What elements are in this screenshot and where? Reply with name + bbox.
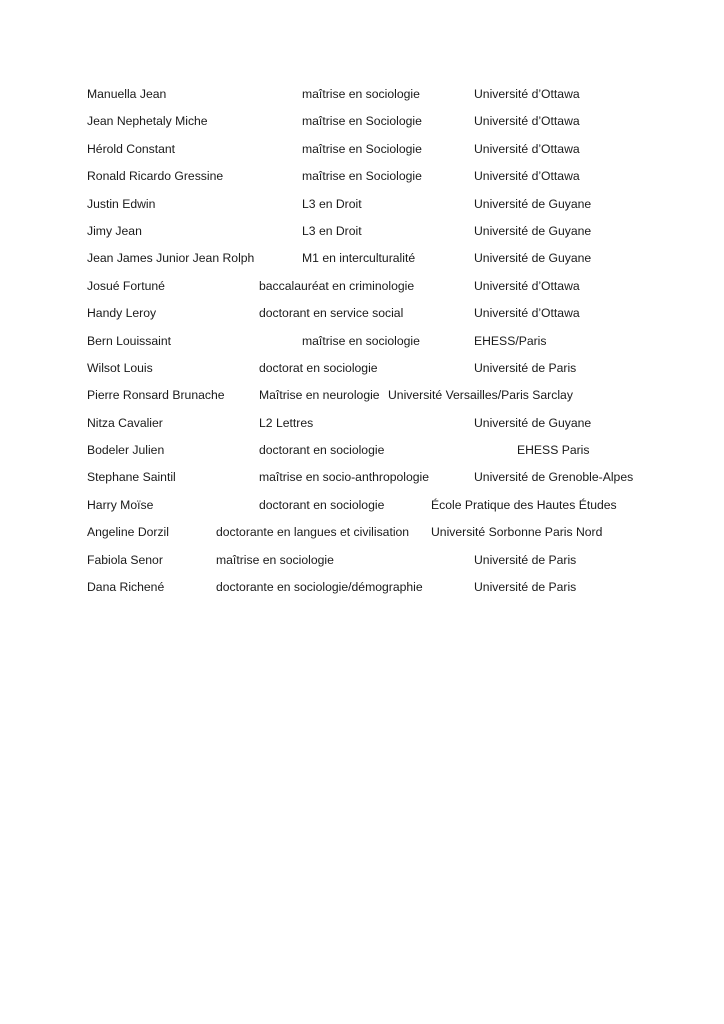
participant-name: Handy Leroy (87, 306, 157, 321)
participant-name: Manuella Jean (87, 87, 167, 101)
participant-institution: Université d’Ottawa (474, 114, 580, 129)
participant-degree: maîtrise en sociologie (302, 333, 420, 348)
participant-degree: doctorat en sociologie (259, 360, 378, 375)
participant-degree: L2 Lettres (259, 415, 314, 430)
participant-name: Harry Moïse (87, 497, 154, 512)
participant-name: Justin Edwin (87, 196, 156, 211)
list-item (0, 278, 724, 305)
participant-institution: Université de Guyane (474, 223, 592, 238)
list-item (0, 524, 724, 551)
participant-degree: M1 en interculturalité (302, 251, 416, 266)
participant-name: Bodeler Julien (87, 443, 165, 458)
participant-name: Ronald Ricardo Gressine (87, 169, 224, 184)
list-item (0, 168, 724, 195)
list-item (0, 442, 724, 469)
participant-name: Nitza Cavalier (87, 415, 163, 430)
participant-institution: Université Sorbonne Paris Nord (431, 525, 603, 540)
participant-institution: Université de Guyane (474, 415, 592, 430)
list-item (0, 579, 724, 606)
participant-degree: doctorante en sociologie/démographie (216, 580, 423, 595)
list-item (0, 113, 724, 140)
participant-degree: doctorant en sociologie (259, 443, 385, 458)
participant-institution: Université d’Ottawa (474, 169, 580, 184)
participant-degree: maîtrise en socio-anthropologie (259, 470, 430, 485)
participant-degree: maîtrise en Sociologie (302, 169, 422, 184)
list-item (0, 552, 724, 579)
list-item (0, 223, 724, 250)
participant-institution: Université de Guyane (474, 196, 592, 211)
participant-name: Josué Fortuné (87, 278, 165, 293)
participant-institution: Université d’Ottawa (474, 141, 580, 156)
participant-degree: doctorante en langues et civilisation (216, 525, 410, 540)
list-item (0, 141, 724, 168)
list-item (0, 86, 724, 113)
list-item (0, 387, 724, 414)
participant-name: Stephane Saintil (87, 470, 176, 485)
participant-degree: maîtrise en Sociologie (302, 114, 422, 129)
list-item (0, 305, 724, 332)
participant-degree: Maîtrise en neurologie (259, 388, 380, 403)
list-item (0, 333, 724, 360)
participant-name: Bern Louissaint (87, 333, 172, 348)
participant-degree: L3 en Droit (302, 196, 362, 211)
participant-name: Jimy Jean (87, 223, 142, 238)
list-item (0, 360, 724, 387)
list-item (0, 196, 724, 223)
participant-institution: Université Versailles/Paris Sarclay (388, 388, 573, 403)
participant-degree: maîtrise en sociologie (216, 552, 334, 567)
participant-name: Wilsot Louis (87, 360, 153, 375)
participant-institution: Université de Paris (474, 552, 577, 567)
participant-name: Fabiola Senor (87, 552, 163, 567)
participant-degree: doctorant en service social (259, 306, 404, 321)
participant-name: Pierre Ronsard Brunache (87, 388, 225, 403)
participant-institution: Université de Paris (474, 360, 577, 375)
participant-institution: EHESS/Paris (474, 333, 547, 348)
list-item (0, 469, 724, 496)
participant-institution: EHESS Paris (517, 443, 590, 458)
participant-institution: Université d’Ottawa (474, 278, 580, 293)
participant-degree: doctorant en sociologie (259, 497, 385, 512)
participant-institution: Université de Grenoble-Alpes (474, 470, 634, 485)
participant-name: Hérold Constant (87, 141, 176, 156)
list-item (0, 415, 724, 442)
participant-degree: baccalauréat en criminologie (259, 278, 415, 293)
participant-name: Jean James Junior Jean Rolph (87, 251, 255, 266)
participant-name: Dana Richené (87, 580, 165, 595)
participant-name: Angeline Dorzil (87, 525, 169, 540)
participant-name: Jean Nephetaly Miche (87, 114, 208, 129)
participant-degree: maîtrise en sociologie (302, 87, 420, 101)
list-item (0, 497, 724, 524)
participant-institution: Université d’Ottawa (474, 87, 580, 101)
participant-institution: Université de Paris (474, 580, 577, 595)
participant-list (0, 86, 724, 606)
participant-institution: Université de Guyane (474, 251, 592, 266)
participant-institution: Université d’Ottawa (474, 306, 580, 321)
participant-degree: maîtrise en Sociologie (302, 141, 422, 156)
list-item (0, 250, 724, 277)
participant-degree: L3 en Droit (302, 223, 362, 238)
participant-institution: École Pratique des Hautes Études (431, 497, 617, 512)
